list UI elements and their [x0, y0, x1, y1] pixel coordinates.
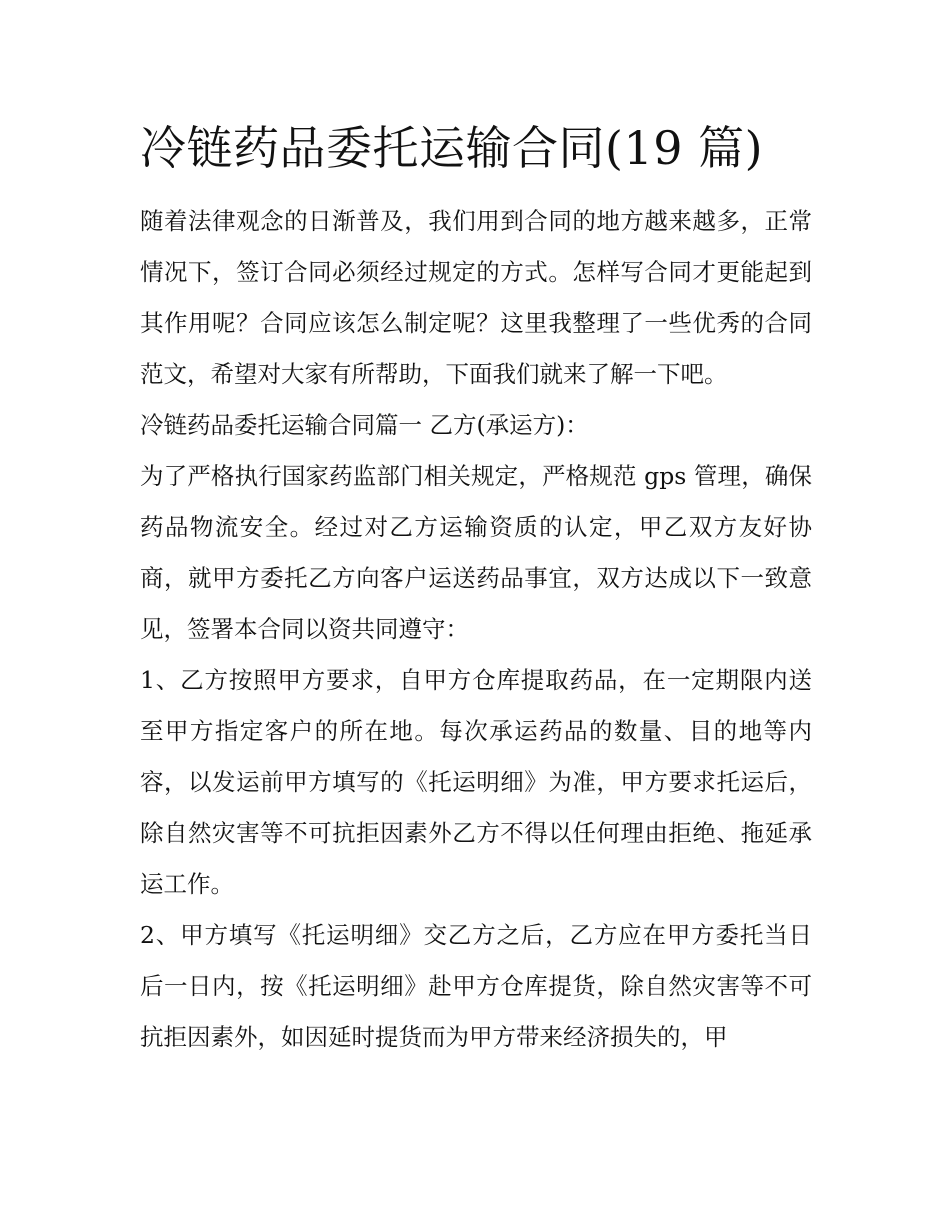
paragraph-purpose: 为了严格执行国家药监部门相关规定，严格规范 gps 管理，确保药品物流安全。经过对乙方运输资质的认定，甲乙双方友好协商，就甲方委托乙方向客户运送药品事宜，双方达成以下一致意见，签署本合同以资共同遵守： [140, 462, 812, 643]
paragraph-clause-1: 1、乙方按照甲方要求，自甲方仓库提取药品，在一定期限内送至甲方指定客户的所在地。每次承运药品的数量、目的地等内容，以发运前甲方填写的《托运明细》为准，甲方要求托运后，除自然灾害等不可抗拒因素外乙方不得以任何理由拒绝、拖延承运工作。 [140, 666, 812, 898]
paragraph-section-heading: 冷链药品委托运输合同篇一 乙方(承运方)： [140, 411, 589, 439]
document-body [140, 196, 812, 1063]
paragraph-intro: 随着法律观念的日渐普及，我们用到合同的地方越来越多，正常情况下，签订合同必须经过规定的方式。怎样写合同才更能起到其作用呢？合同应该怎么制定呢？这里我整理了一些优秀的合同范文，希望对大家有所帮助，下面我们就来了解一下吧。 [140, 207, 812, 388]
paragraph-clause-2: 2、甲方填写《托运明细》交乙方之后，乙方应在甲方委托当日后一日内，按《托运明细》赴甲方仓库提货，除自然灾害等不可抗拒因素外，如因延时提货而为甲方带来经济损失的，甲 [140, 921, 812, 1051]
document-title: 冷链药品委托运输合同(19 篇) [140, 121, 764, 175]
